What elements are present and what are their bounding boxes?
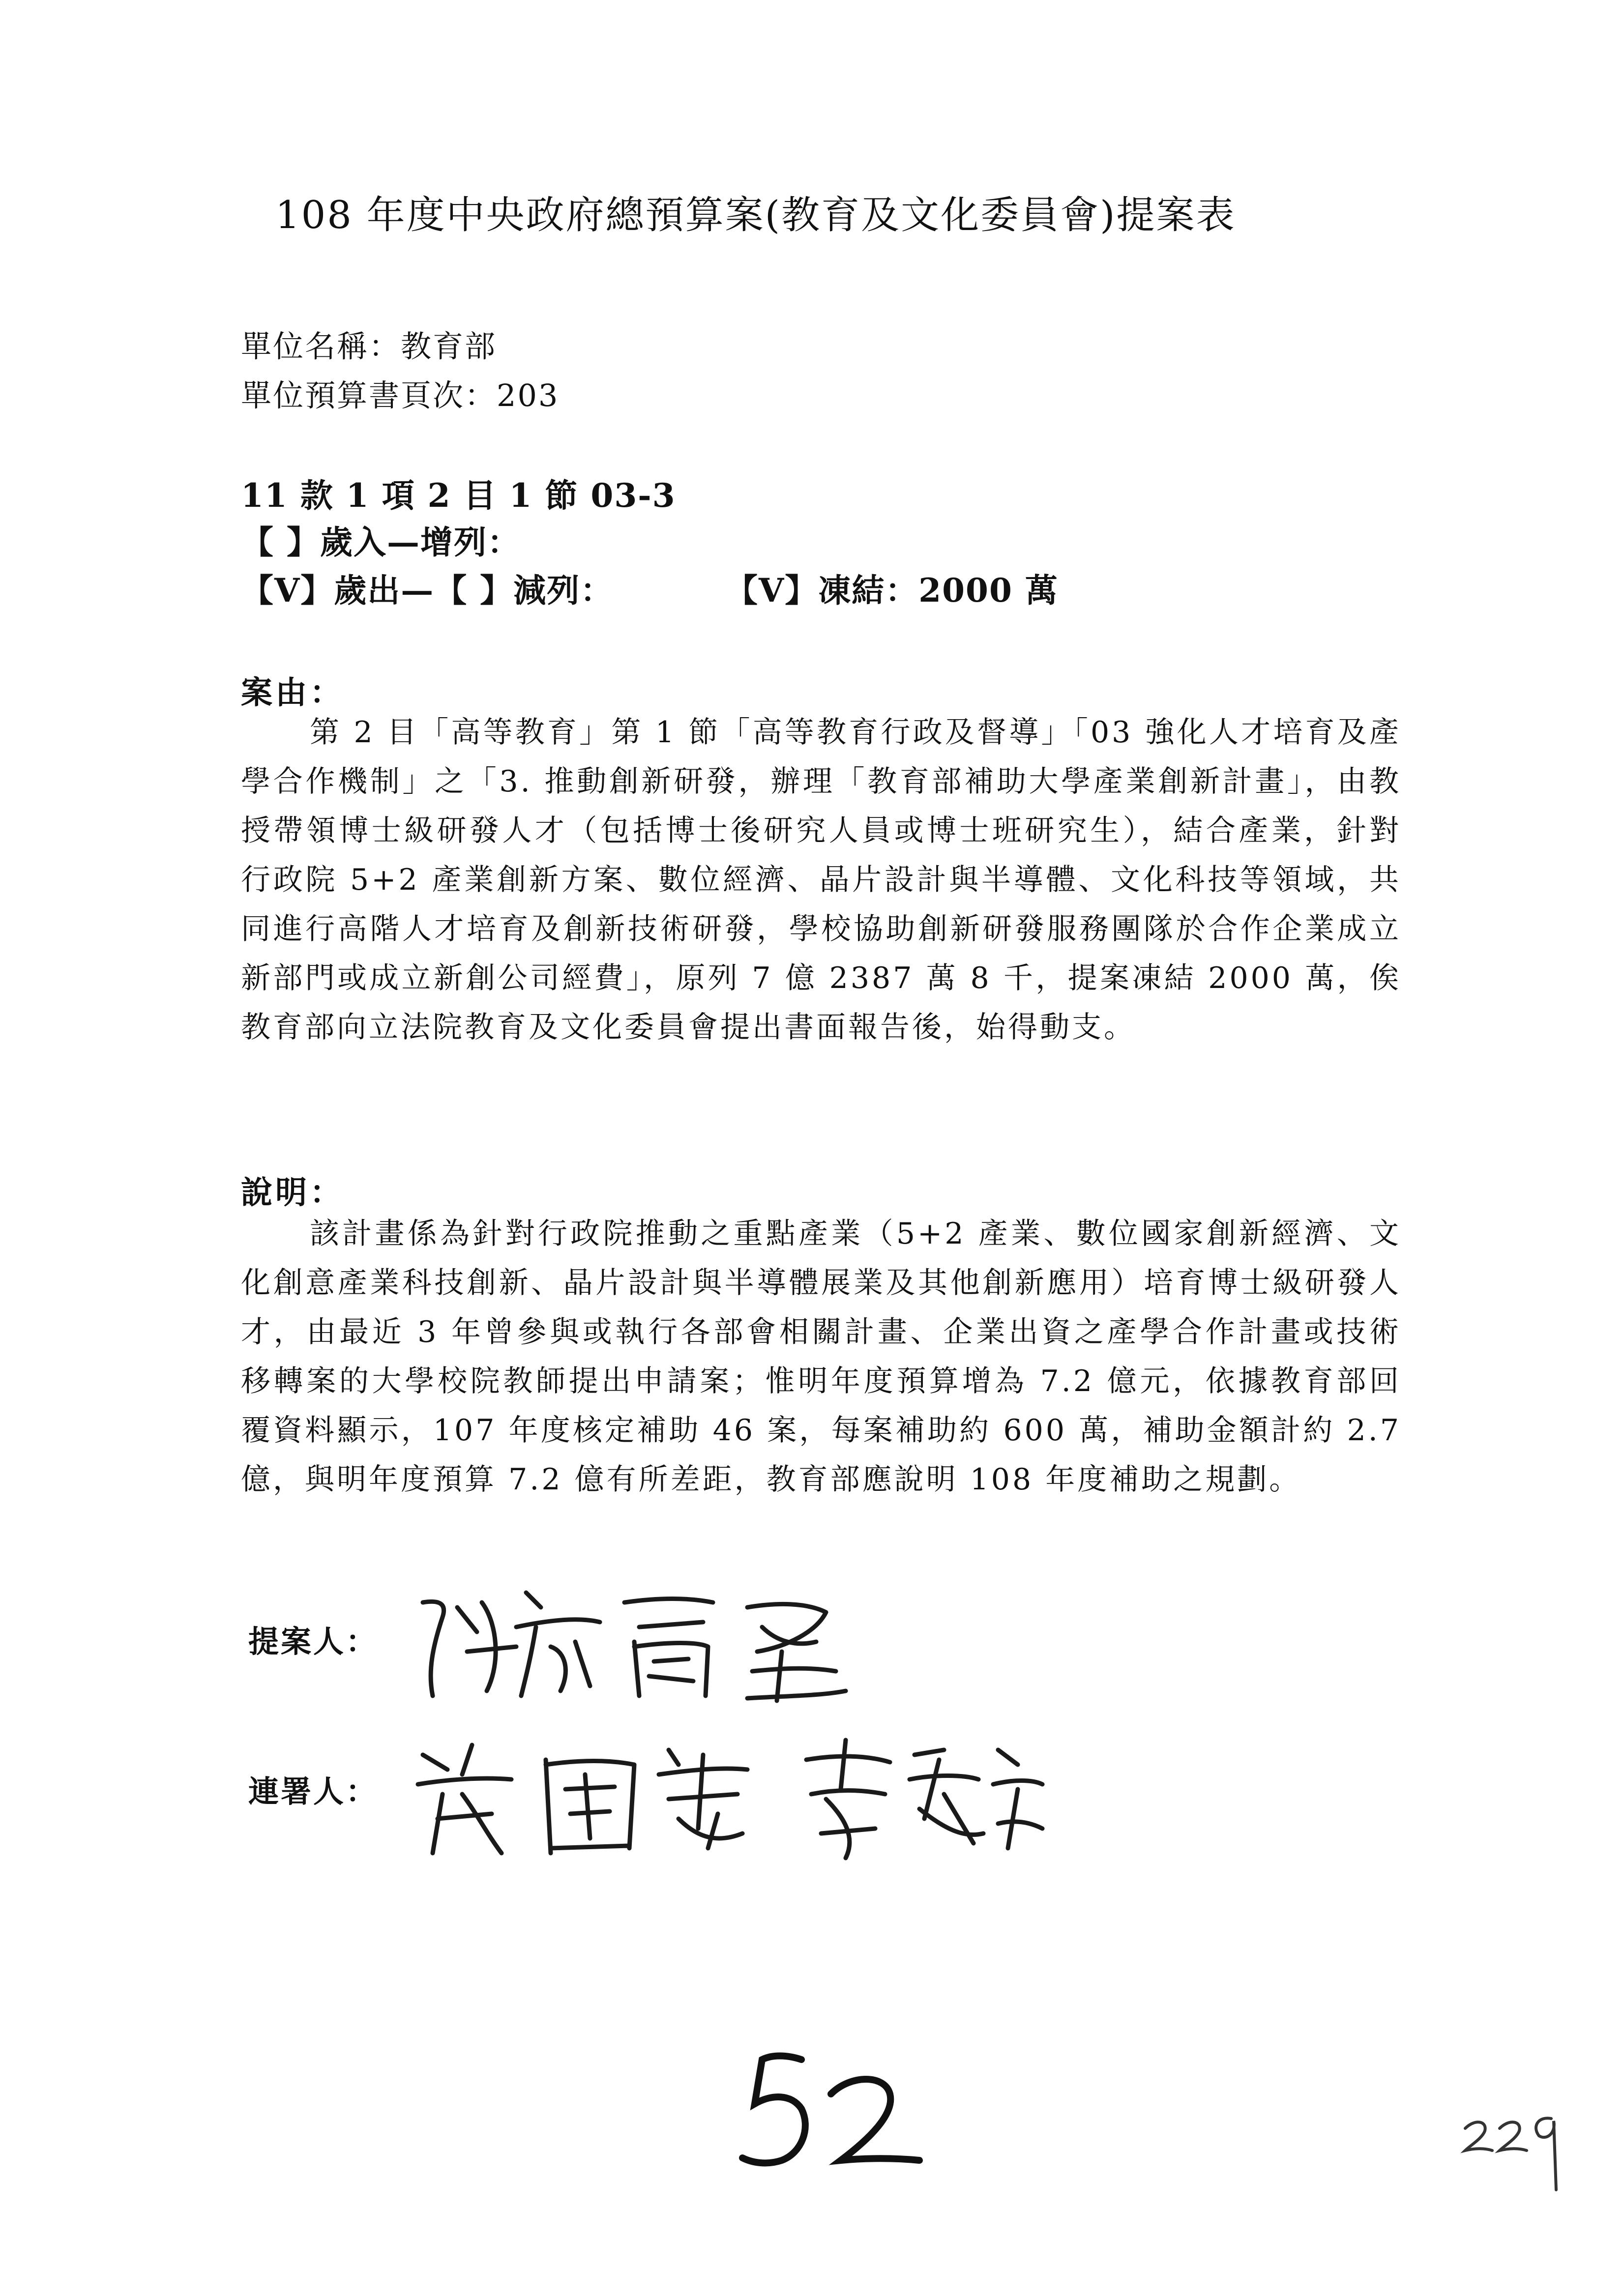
cosigner-label: 連署人：: [248, 1773, 379, 1809]
explanation-heading: 說明：: [241, 1174, 344, 1211]
proposer-signature: [403, 1573, 885, 1713]
explanation-body: 該計畫係為針對行政院推動之重點產業（5+2 產業、數位國家創新經濟、文化創意產業科技創新、晶片設計與半導體展業及其他創新應用）培育博士級研發人才，由最近 3 年曾參與或執行各部會相關計畫、企業出資之產學合作計畫或技術移轉案的大學校院教師提出申請案；惟明年度預算增為 7.2 億元，依據教育部回覆資料顯示，107 年度核定補助 46 案，每案補助約 600 萬，補助金額計約 2.7 億，與明年度預算 7.2 億有所差距，教育部應說明 108 年度補助之規劃。: [241, 1217, 1401, 1497]
revenue-line: 【 】歲入—增列：: [241, 523, 521, 561]
reason-body: 第 2 目「高等教育」第 1 節「高等教育行政及督導」「03 強化人才培育及產學合作機制」之「3. 推動創新研發，辦理「教育部補助大學產業創新計畫」，由教授帶領博士級研發人才（包括博士後研究人員或博士班研究生），結合產業，針對行政院 5+2 產業創新方案、數位經濟、晶片設計與半導體、文化科技等領域，共同進行高階人才培育及創新技術研發，學校協助創新研發服務團隊於合作企業成立新部門或成立新創公司經費」，原列 7 億 2387 萬 8 千，提案凍結 2000 萬，俟教育部向立法院教育及文化委員會提出書面報告後，始得動支。: [241, 715, 1401, 1045]
handwritten-corner-number: [1460, 2099, 1568, 2199]
unit-name-line: 單位名稱：教育部: [241, 328, 497, 364]
freeze-line: 【V】凍結：2000 萬: [725, 571, 1059, 610]
proposer-label: 提案人：: [248, 1624, 379, 1659]
unit-page-line: 單位預算書頁次：203: [241, 378, 560, 413]
budget-item-code: 11 款 1 項 2 目 1 節 03-3: [241, 476, 676, 515]
expense-line: 【V】歲出—【 】減列：: [241, 571, 614, 610]
reason-heading: 案由：: [241, 674, 344, 711]
page-title: 108 年度中央政府總預算案(教育及文化委員會)提案表: [275, 193, 1236, 237]
handwritten-page-number: [728, 2040, 934, 2189]
cosigner-signature: [403, 1720, 1052, 1870]
